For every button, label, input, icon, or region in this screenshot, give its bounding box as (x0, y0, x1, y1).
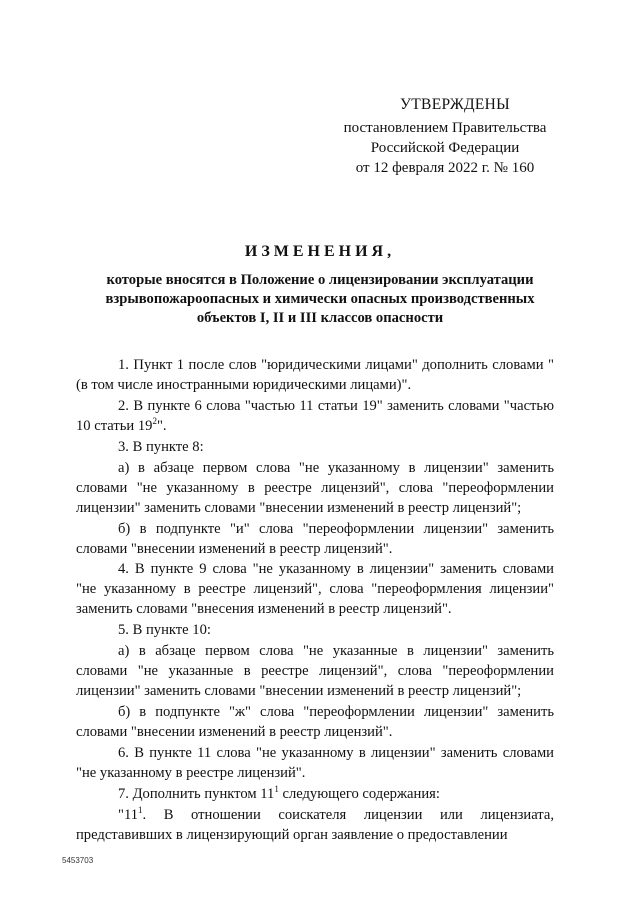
superscript: 1 (274, 783, 279, 794)
paragraph-11 (76, 784, 554, 804)
paragraph-11-tail: следующего содержания: (278, 785, 440, 802)
approved-word: УТВЕРЖДЕНЫ (400, 96, 510, 113)
paragraph-8: а) в абзаце первом слова "не указанные в лицензии" заменить словами "не указанные в реестре лицензий", слова "переоформлении лицензии" заменить словами "внесении изменений в реестр лицензий"; (76, 643, 554, 700)
paragraph-5: б) в подпункте "и" слова "переоформлении лицензии" заменить словами "внесении изменений в реестр лицензий". (76, 520, 554, 557)
paragraph-10: 6. В пункте 11 слова "не указанному в лицензии" заменить словами "не указанному в реестре лицензий". (76, 745, 554, 782)
subtitle-line-1: которые вносятся в Положение о лицензировании эксплуатации (106, 272, 534, 288)
subtitle-line-3: объектов I, II и III классов опасности (196, 310, 444, 326)
paragraph-4: а) в абзаце первом слова "не указанному в лицензии" заменить словами "не указанному в реестре лицензий", слова "переоформлении лицензии" заменить словами "внесении изменений в реестр лицензий"; (76, 459, 554, 516)
document-subtitle (60, 271, 580, 328)
paragraph-6: 4. В пункте 9 слова "не указанному в лицензии" заменить словами "не указанному в реестре лицензий", слова "переоформления лицензии" заменить словами "внесения изменений в реестр лицензий". (76, 561, 554, 618)
paragraph-11-text: 7. Дополнить пунктом 11 (118, 785, 275, 802)
decree-line-2: Российской Федерации (370, 140, 520, 156)
paragraph-12-tail: . В отношении соискателя лицензии или лицензиата, представивших в лицензирующий орган заявление о предоставлении (76, 806, 554, 843)
paragraph-2-text: 2. В пункте 6 слова "частью 11 статьи 19" заменить словами "частью 10 статьи 19 (76, 397, 554, 434)
superscript: 2 (152, 415, 157, 426)
paragraph-2-tail: ". (156, 417, 167, 434)
paragraph-12 (76, 805, 554, 845)
document-title: ИЗМЕНЕНИЯ, (244, 243, 396, 260)
paragraph-7: 5. В пункте 10: (118, 622, 211, 639)
paragraph-9: б) в подпункте "ж" слова "переоформлении лицензии" заменить словами "внесении изменений в реестр лицензий". (76, 704, 554, 741)
document-body (76, 355, 554, 846)
paragraph-1: 1. Пункт 1 после слов "юридическими лицами" дополнить словами "(в том числе иностранными юридическими лицами)". (76, 357, 554, 393)
document-code: 5453703 (62, 856, 94, 865)
decree-date-number: от 12 февраля 2022 г. № 160 (355, 160, 535, 176)
approval-stamp (330, 95, 560, 178)
paragraph-12-text: "11 (118, 806, 139, 823)
paragraph-2 (76, 396, 554, 436)
document-title-block (60, 243, 580, 328)
superscript: 1 (138, 804, 143, 815)
paragraph-3: 3. В пункте 8: (118, 438, 204, 455)
decree-line-1: постановлением Правительства (343, 120, 547, 136)
subtitle-line-2: взрывопожароопасных и химически опасных производственных (105, 291, 535, 307)
